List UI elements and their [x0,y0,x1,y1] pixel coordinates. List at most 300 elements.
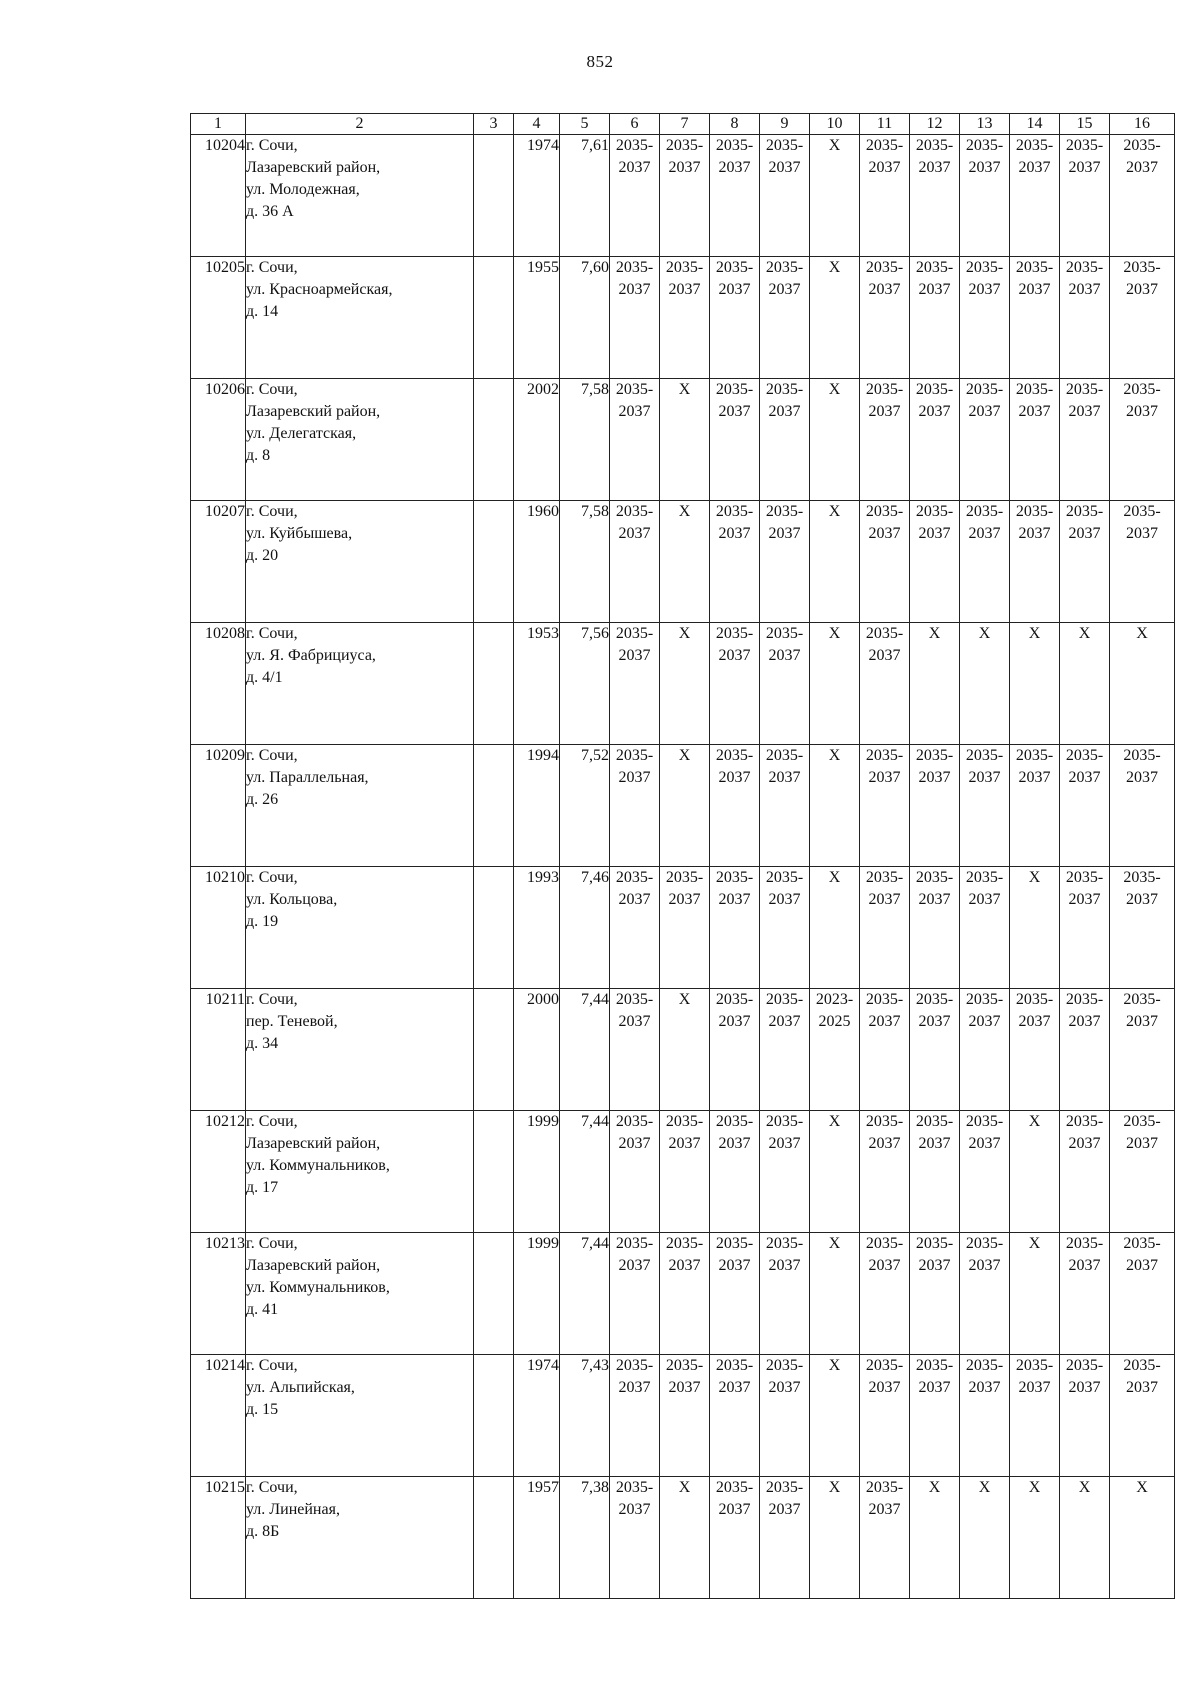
not-applicable-cell: X [1110,1477,1175,1599]
period-start: 2035- [1123,381,1161,398]
address-line: ул. Альпийская, [246,1379,355,1396]
column-3-cell [474,1477,514,1599]
period-start: 2035- [965,1235,1004,1252]
period-start: 2035- [1015,503,1054,520]
period-end: 2037 [668,281,701,298]
period-cell [710,623,760,745]
record-number-cell: 10206 [191,379,246,501]
period-start: 2035- [715,259,754,276]
address-line: ул. Я. Фабрициуса, [246,647,376,664]
period-cell [610,1111,660,1233]
record-number-cell: 10210 [191,867,246,989]
period-cell [1110,745,1175,867]
period-cell [1010,1355,1060,1477]
period-cell [960,257,1010,379]
period-cell [860,1355,910,1477]
period-end: 2037 [1068,525,1101,542]
period-start: 2035- [1065,869,1104,886]
period-cell [760,623,810,745]
year-built-cell: 1955 [514,257,560,379]
period-end: 2037 [618,281,651,298]
not-applicable-cell: X [1010,623,1060,745]
period-start: 2035- [915,503,954,520]
period-cell [760,745,810,867]
period-end: 2037 [618,891,651,908]
period-end: 2037 [1018,525,1051,542]
table-row [191,1477,1175,1599]
period-end: 2037 [1068,891,1101,908]
address-line: ул. Кольцова, [246,891,338,908]
period-cell [1110,379,1175,501]
period-start: 2035- [865,869,904,886]
period-end: 2037 [768,1501,801,1518]
period-end: 2037 [1068,159,1101,176]
address-line: г. Сочи, [246,137,298,154]
not-applicable-cell: X [910,1477,960,1599]
period-start: 2035- [865,381,904,398]
period-start: 2035- [915,137,954,154]
period-cell [960,1111,1010,1233]
period-end: 2037 [718,159,751,176]
period-end: 2037 [1018,769,1051,786]
period-end: 2037 [718,1257,751,1274]
address-line: г. Сочи, [246,991,298,1008]
period-end: 2037 [768,159,801,176]
record-number-cell: 10213 [191,1233,246,1355]
not-applicable-cell: X [1060,1477,1110,1599]
period-start: 2035- [615,503,654,520]
period-cell [960,379,1010,501]
address-line: д. 17 [246,1179,279,1196]
period-start: 2035- [615,991,654,1008]
column-number-header: 10 [810,114,860,135]
index-value-cell: 7,46 [560,867,610,989]
period-cell [910,867,960,989]
period-cell [860,135,910,257]
period-cell [710,989,760,1111]
period-start: 2035- [865,1235,904,1252]
period-cell [760,379,810,501]
year-built-cell: 1993 [514,867,560,989]
index-value-cell: 7,44 [560,1233,610,1355]
address-line: ул. Линейная, [246,1501,340,1518]
address-line: ул. Куйбышева, [246,525,353,542]
period-cell [710,1477,760,1599]
period-end: 2037 [768,281,801,298]
period-cell [710,501,760,623]
period-end: 2037 [968,403,1001,420]
not-applicable-cell: X [810,1233,860,1355]
record-number-cell: 10209 [191,745,246,867]
address-line: г. Сочи, [246,747,298,764]
address-cell [246,1111,474,1233]
year-built-cell: 1974 [514,1355,560,1477]
period-end: 2037 [968,891,1001,908]
period-start: 2035- [965,503,1004,520]
period-end: 2037 [1068,1135,1101,1152]
period-cell [860,501,910,623]
column-3-cell [474,623,514,745]
period-cell [1060,989,1110,1111]
period-start: 2035- [1015,381,1054,398]
period-end: 2037 [768,891,801,908]
period-start: 2035- [865,625,904,642]
table-row [191,501,1175,623]
period-end: 2037 [1018,1013,1051,1030]
record-number-cell: 10214 [191,1355,246,1477]
page-number: 852 [586,52,614,71]
period-start: 2035- [765,381,804,398]
index-value-cell: 7,56 [560,623,610,745]
period-start: 2035- [915,747,954,764]
table-row [191,867,1175,989]
period-cell [610,745,660,867]
column-3-cell [474,501,514,623]
period-cell [1010,989,1060,1111]
period-end: 2037 [618,769,651,786]
period-start: 2035- [1065,381,1104,398]
period-cell [1110,1355,1175,1477]
year-built-cell: 1999 [514,1111,560,1233]
not-applicable-cell: X [810,1111,860,1233]
column-number-header: 7 [660,114,710,135]
period-cell [1110,1233,1175,1355]
period-end: 2037 [868,1135,901,1152]
address-line: д. 14 [246,303,279,320]
address-line: г. Сочи, [246,1479,298,1496]
period-end: 2037 [618,1013,651,1030]
period-cell [660,1233,710,1355]
period-cell [1060,379,1110,501]
period-start: 2035- [715,869,754,886]
period-end: 2037 [718,403,751,420]
column-number-header: 1 [191,114,246,135]
year-built-cell: 2002 [514,379,560,501]
period-start: 2035- [715,1113,754,1130]
period-cell [910,745,960,867]
period-cell [1060,745,1110,867]
column-number-header: 16 [1110,114,1175,135]
address-line: д. 20 [246,547,279,564]
period-end: 2037 [868,1257,901,1274]
period-start: 2035- [665,137,704,154]
period-cell [610,1477,660,1599]
period-start: 2035- [1123,503,1161,520]
not-applicable-cell: X [810,1355,860,1477]
address-line: д. 19 [246,913,279,930]
period-cell [760,1355,810,1477]
address-cell [246,745,474,867]
index-value-cell: 7,44 [560,1111,610,1233]
period-end: 2037 [918,891,951,908]
period-end: 2037 [1126,525,1158,542]
period-cell [910,501,960,623]
period-start: 2035- [965,1113,1004,1130]
period-end: 2037 [1126,1257,1158,1274]
period-end: 2037 [718,1501,751,1518]
address-line: д. 4/1 [246,669,283,686]
period-end: 2037 [1068,281,1101,298]
index-value-cell: 7,60 [560,257,610,379]
period-start: 2035- [1065,747,1104,764]
period-start: 2035- [765,503,804,520]
not-applicable-cell: X [810,135,860,257]
period-cell [610,135,660,257]
period-cell [1060,501,1110,623]
address-line: Лазаревский район, [246,159,381,176]
period-cell [660,867,710,989]
period-end: 2037 [918,769,951,786]
address-line: д. 8Б [246,1523,280,1540]
period-start: 2035- [615,869,654,886]
period-end: 2037 [768,769,801,786]
period-start: 2035- [765,1113,804,1130]
period-start: 2035- [715,991,754,1008]
period-start: 2035- [715,137,754,154]
not-applicable-cell: X [810,867,860,989]
column-number-header-row [191,114,1175,135]
period-start: 2035- [965,381,1004,398]
period-cell [1060,1111,1110,1233]
period-start: 2035- [665,1357,704,1374]
address-cell [246,989,474,1111]
period-cell [1060,1233,1110,1355]
period-start: 2035- [865,259,904,276]
index-value-cell: 7,38 [560,1477,610,1599]
period-end: 2037 [918,403,951,420]
period-cell [760,1477,810,1599]
period-end: 2037 [618,525,651,542]
column-number-header: 15 [1060,114,1110,135]
period-start: 2035- [1065,1357,1104,1374]
period-start: 2035- [715,625,754,642]
housing-register-table [190,113,1175,1599]
year-built-cell: 1999 [514,1233,560,1355]
not-applicable-cell: X [810,257,860,379]
period-cell [910,257,960,379]
column-3-cell [474,867,514,989]
period-start: 2035- [915,1235,954,1252]
period-cell [660,257,710,379]
period-cell [860,1477,910,1599]
period-start: 2035- [915,869,954,886]
period-cell [610,501,660,623]
period-cell [1010,745,1060,867]
not-applicable-cell: X [660,745,710,867]
period-cell [960,501,1010,623]
column-3-cell [474,135,514,257]
period-end: 2037 [768,403,801,420]
column-3-cell [474,257,514,379]
period-start: 2035- [615,625,654,642]
period-start: 2035- [1015,1357,1054,1374]
period-cell [1010,501,1060,623]
record-number-cell: 10207 [191,501,246,623]
period-end: 2037 [1126,403,1158,420]
column-number-header: 2 [246,114,474,135]
not-applicable-cell: X [910,623,960,745]
period-end: 2037 [968,281,1001,298]
address-line: Лазаревский район, [246,1257,381,1274]
period-start: 2035- [1015,747,1054,764]
period-end: 2037 [618,159,651,176]
period-cell [610,379,660,501]
address-line: д. 8 [246,447,271,464]
period-end: 2037 [968,159,1001,176]
period-cell [860,867,910,989]
period-start: 2035- [765,747,804,764]
period-end: 2037 [768,1013,801,1030]
column-3-cell [474,1233,514,1355]
not-applicable-cell: X [1010,1233,1060,1355]
address-line: д. 34 [246,1035,279,1052]
period-end: 2037 [718,769,751,786]
table-row [191,745,1175,867]
period-cell [760,989,810,1111]
period-start: 2035- [615,1479,654,1496]
period-cell [1010,379,1060,501]
period-cell [910,1111,960,1233]
year-built-cell: 1960 [514,501,560,623]
period-cell [1060,867,1110,989]
period-end: 2037 [718,525,751,542]
not-applicable-cell: X [1010,1477,1060,1599]
period-start: 2035- [715,747,754,764]
period-start: 2035- [765,259,804,276]
not-applicable-cell: X [1010,1111,1060,1233]
period-cell [710,1111,760,1233]
period-start: 2035- [965,991,1004,1008]
period-cell [910,135,960,257]
period-cell [710,257,760,379]
table-row [191,379,1175,501]
table-row [191,257,1175,379]
address-line: пер. Теневой, [246,1013,338,1030]
not-applicable-cell: X [660,989,710,1111]
period-start: 2035- [1123,991,1161,1008]
record-number-cell: 10215 [191,1477,246,1599]
period-end: 2037 [1126,891,1158,908]
period-start: 2035- [1123,259,1161,276]
period-cell [860,989,910,1111]
index-value-cell: 7,52 [560,745,610,867]
address-line: г. Сочи, [246,1113,298,1130]
period-cell [710,1233,760,1355]
record-number-cell: 10204 [191,135,246,257]
year-built-cell: 1957 [514,1477,560,1599]
period-end: 2037 [1018,159,1051,176]
period-start: 2035- [615,259,654,276]
period-start: 2035- [1123,869,1161,886]
period-end: 2037 [618,1501,651,1518]
address-line: г. Сочи, [246,259,298,276]
period-end: 2037 [618,1379,651,1396]
table-body [191,135,1175,1599]
period-cell [960,135,1010,257]
period-end: 2037 [668,159,701,176]
period-cell [710,745,760,867]
column-number-header: 5 [560,114,610,135]
address-line: г. Сочи, [246,625,298,642]
period-end: 2037 [1068,1257,1101,1274]
period-cell [710,379,760,501]
period-start: 2035- [865,747,904,764]
record-number-cell: 10212 [191,1111,246,1233]
period-cell [760,501,810,623]
period-start: 2035- [1015,137,1054,154]
column-number-header: 9 [760,114,810,135]
table-row [191,989,1175,1111]
period-end: 2037 [718,1379,751,1396]
address-line: ул. Коммунальников, [246,1279,390,1296]
period-start: 2035- [1123,1113,1161,1130]
period-start: 2035- [915,1357,954,1374]
period-end: 2037 [918,1135,951,1152]
not-applicable-cell: X [810,1477,860,1599]
year-built-cell: 1953 [514,623,560,745]
period-end: 2037 [868,1013,901,1030]
index-value-cell: 7,58 [560,501,610,623]
index-value-cell: 7,58 [560,379,610,501]
column-number-header: 12 [910,114,960,135]
period-end: 2037 [968,769,1001,786]
address-line: г. Сочи, [246,381,298,398]
period-end: 2037 [768,1135,801,1152]
period-start: 2035- [665,1113,704,1130]
period-cell [910,989,960,1111]
column-number-header: 14 [1010,114,1060,135]
period-end: 2037 [1068,403,1101,420]
period-end: 2037 [768,1379,801,1396]
period-start: 2035- [1065,1113,1104,1130]
period-start: 2035- [765,1357,804,1374]
period-end: 2037 [968,1379,1001,1396]
column-number-header: 4 [514,114,560,135]
index-value-cell: 7,43 [560,1355,610,1477]
period-start: 2035- [915,259,954,276]
period-start: 2035- [965,869,1004,886]
table-row [191,1355,1175,1477]
period-end: 2037 [918,1379,951,1396]
table-row [191,135,1175,257]
period-end: 2037 [918,525,951,542]
period-cell [1060,1355,1110,1477]
period-end: 2037 [668,1379,701,1396]
period-start: 2035- [965,259,1004,276]
record-number-cell: 10211 [191,989,246,1111]
period-start: 2035- [1123,1357,1161,1374]
address-line: ул. Коммунальников, [246,1157,390,1174]
period-start: 2035- [915,381,954,398]
period-cell [1110,501,1175,623]
period-end: 2037 [868,1501,901,1518]
period-cell [610,623,660,745]
index-value-cell: 7,44 [560,989,610,1111]
period-cell [910,1355,960,1477]
period-start: 2035- [1123,1235,1161,1252]
not-applicable-cell: X [660,1477,710,1599]
period-end: 2037 [618,1257,651,1274]
period-end: 2037 [968,525,1001,542]
address-cell [246,501,474,623]
record-number-cell: 10205 [191,257,246,379]
column-3-cell [474,379,514,501]
period-start: 2035- [715,503,754,520]
not-applicable-cell: X [660,501,710,623]
period-end: 2037 [618,1135,651,1152]
period-cell [710,1355,760,1477]
address-line: ул. Делегатская, [246,425,357,442]
